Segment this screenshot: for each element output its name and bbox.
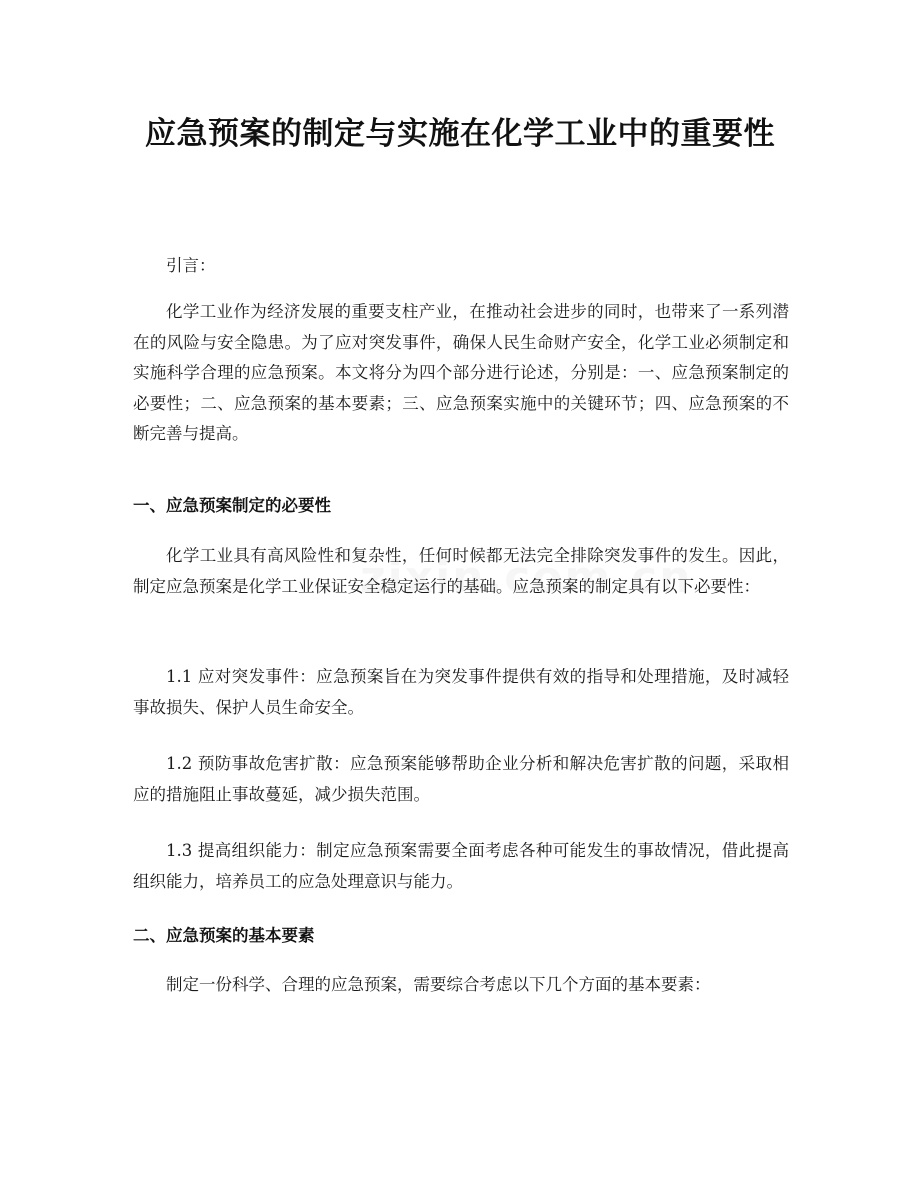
section-1-item-1-3: 1.3 提高组织能力：制定应急预案需要全面考虑各种可能发生的事故情况，借此提高组织能力，培养员工的应急处理意识与能力。 xyxy=(133,841,789,891)
section-1-paragraph-1: 化学工业具有高风险性和复杂性，任何时候都无法完全排除突发事件的发生。因此，制定应急预案是化学工业保证安全稳定运行的基础。应急预案的制定具有以下必要性： xyxy=(133,546,789,596)
section-1-item-1-1: 1.1 应对突发事件：应急预案旨在为突发事件提供有效的指导和处理措施，及时减轻事故损失、保护人员生命安全。 xyxy=(133,667,789,717)
section-heading-2: 二、应急预案的基本要素 xyxy=(133,926,315,945)
intro-paragraph: 化学工业作为经济发展的重要支柱产业，在推动社会进步的同时，也带来了一系列潜在的风险与安全隐患。为了应对突发事件，确保人民生命财产安全，化学工业必须制定和实施科学合理的应急预案。本文将分为四个部分进行论述，分别是：一、应急预案制定的必要性；二、应急预案的基本要素；三、应急预案实施中的关键环节；四、应急预案的不断完善与提高。 xyxy=(133,302,789,443)
section-1-item-1-2: 1.2 预防事故危害扩散：应急预案能够帮助企业分析和解决危害扩散的问题，采取相应的措施阻止事故蔓延，减少损失范围。 xyxy=(133,754,789,804)
section-heading-1: 一、应急预案制定的必要性 xyxy=(133,496,331,515)
page-title: 应急预案的制定与实施在化学工业中的重要性 xyxy=(145,116,775,152)
intro-label: 引言： xyxy=(166,256,216,275)
section-2-paragraph-1: 制定一份科学、合理的应急预案，需要综合考虑以下几个方面的基本要素： xyxy=(166,975,711,994)
